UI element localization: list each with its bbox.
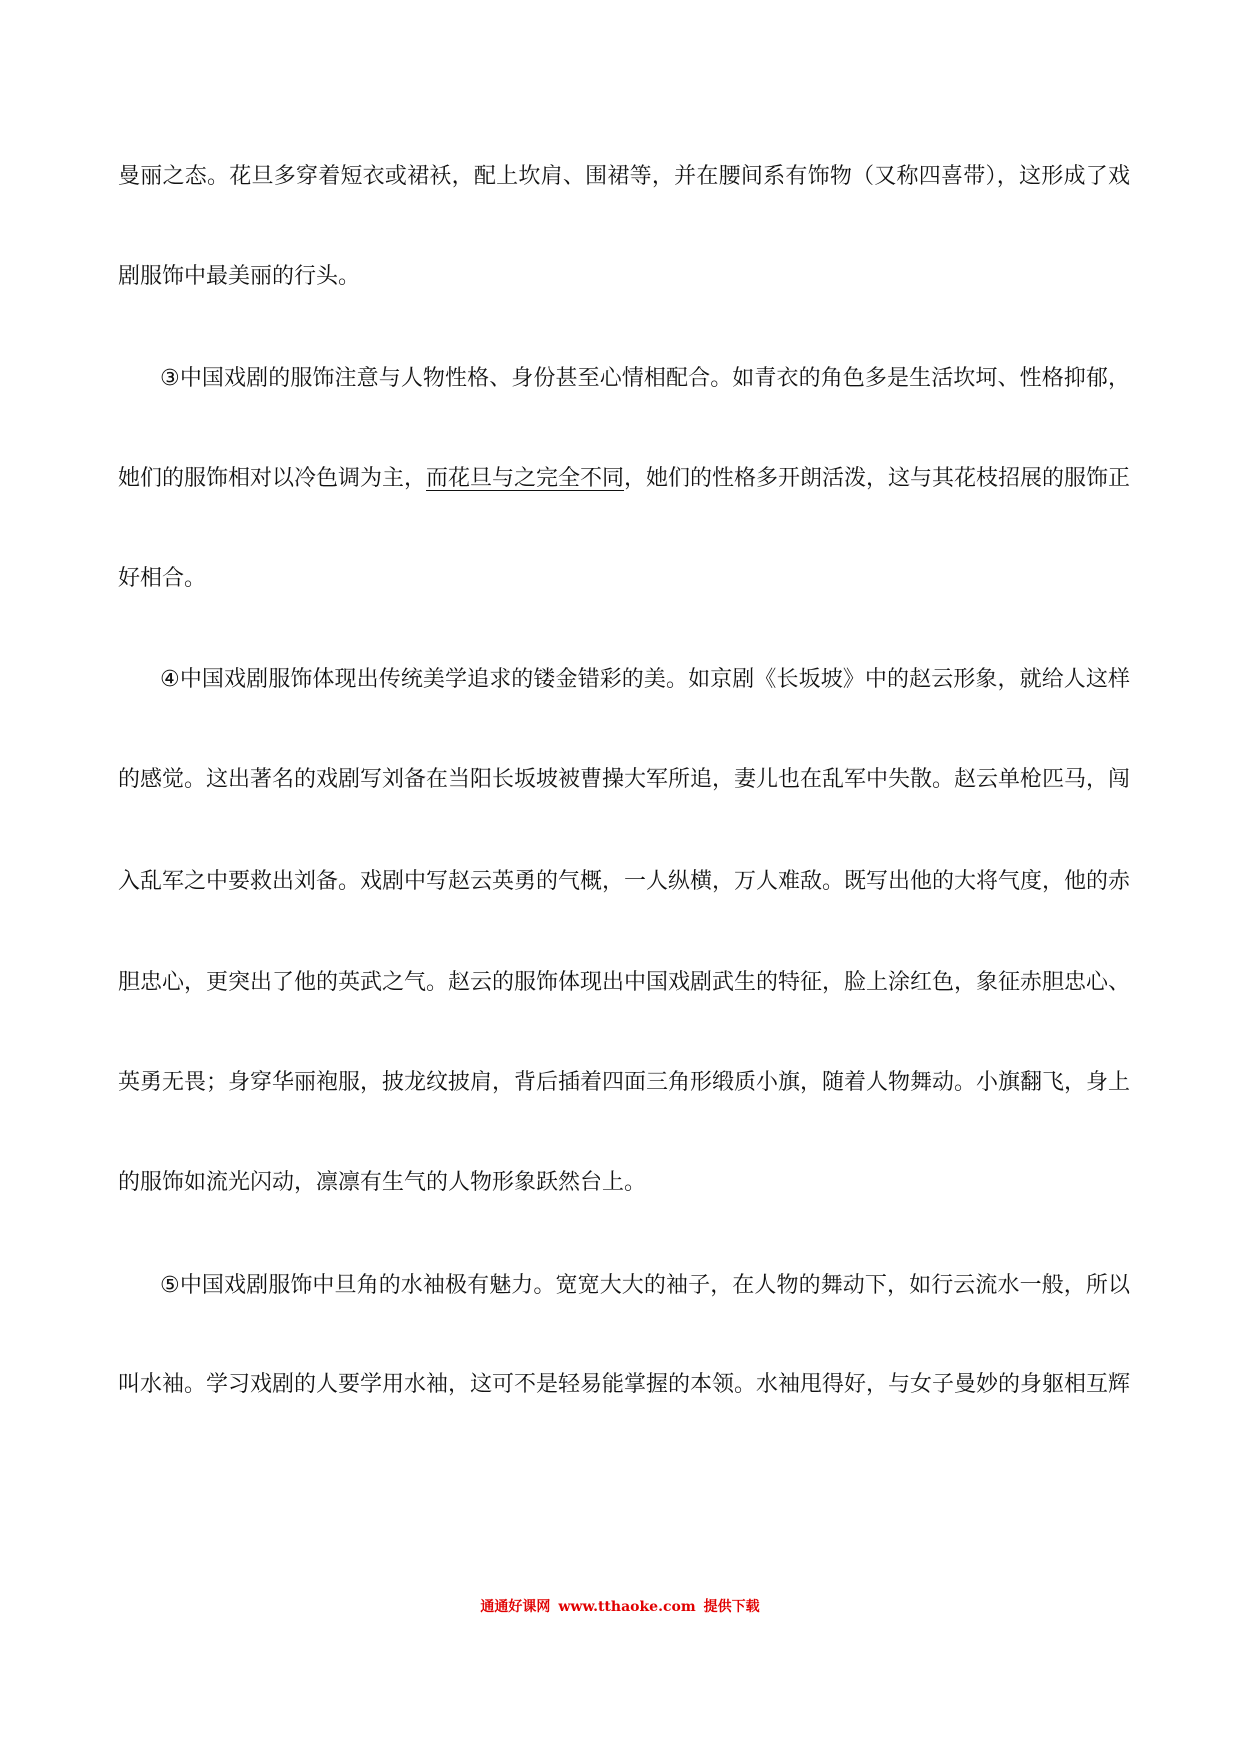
paragraph-3-start: ③中国戏剧的服饰注意与人物性格、身份甚至心情相配合。如青衣的角色多是生活坎坷、性格抑郁， (160, 366, 1130, 391)
text-line: 叫水袖。学习戏剧的人要学用水袖，这可不是轻易能掌握的本领。水袖甩得好，与女子曼妙的身躯相互辉 (118, 1372, 1131, 1397)
watermark-footer (0, 1596, 1240, 1616)
text-line: 曼丽之态。花旦多穿着短衣或裙袄，配上坎肩、围裙等，并在腰间系有饰物（又称四喜带），这形成了戏 (118, 164, 1130, 189)
text-segment: 她们的服饰相对以冷色调为主， (118, 466, 427, 491)
text-line: 胆忠心，更突出了他的英武之气。赵云的服饰体现出中国戏剧武生的特征，脸上涂红色，象征赤胆忠心、 (118, 970, 1131, 995)
underlined-phrase: 而花旦与之完全不同 (426, 466, 625, 491)
paragraph-4-start: ④中国戏剧服饰体现出传统美学追求的镂金错彩的美。如京剧《长坂坡》中的赵云形象，就给人这样 (160, 667, 1130, 692)
paragraph-5-start: ⑤中国戏剧服饰中旦角的水袖极有魅力。宽宽大大的袖子，在人物的舞动下，如行云流水一般，所以 (160, 1273, 1130, 1298)
text-segment: ，她们的性格多开朗活泼，这与其花枝招展的服饰正 (624, 466, 1131, 491)
text-line: 剧服饰中最美丽的行头。 (118, 264, 361, 289)
text-line: 的服饰如流光闪动，凛凛有生气的人物形象跃然台上。 (118, 1170, 647, 1195)
footer-suffix: 提供下载 (703, 1599, 760, 1615)
text-line: 的感觉。这出著名的戏剧写刘备在当阳长坂坡被曹操大军所追，妻儿也在乱军中失散。赵云单枪匹马，闯 (118, 767, 1131, 792)
footer-site-name: 通通好课网 (480, 1599, 551, 1615)
text-line: 好相合。 (118, 566, 207, 591)
footer-url[interactable]: www.tthaoke.com (558, 1599, 696, 1615)
text-line (118, 464, 1130, 494)
text-line: 英勇无畏；身穿华丽袍服，披龙纹披肩，背后插着四面三角形缎质小旗，随着人物舞动。小旗翻飞，身上 (118, 1070, 1131, 1095)
text-line: 入乱军之中要救出刘备。戏剧中写赵云英勇的气概，一人纵横，万人难敌。既写出他的大将气度，他的赤 (118, 869, 1131, 894)
